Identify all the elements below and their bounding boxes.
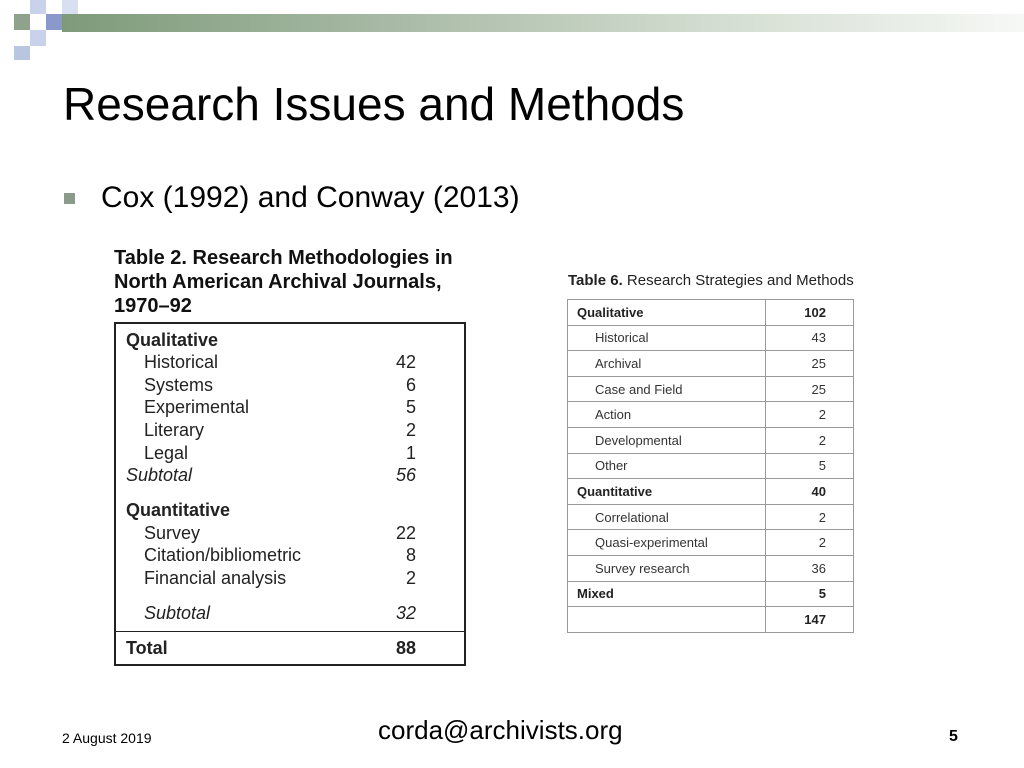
table2-caption — [114, 246, 474, 318]
slide-title: Research Issues and Methods — [63, 78, 685, 130]
table6-label: Correlational — [568, 504, 766, 530]
table6-value: 147 — [766, 607, 854, 633]
table-row — [568, 479, 854, 505]
table6-value: 43 — [766, 325, 854, 351]
table6-caption — [568, 271, 854, 291]
table6-caption-number: Table 6. — [568, 272, 623, 289]
table-row — [568, 453, 854, 479]
table6-label: Action — [568, 402, 766, 428]
table6-value: 5 — [766, 453, 854, 479]
table-row — [568, 555, 854, 581]
table6-value: 25 — [766, 351, 854, 377]
decorative-square — [30, 0, 46, 14]
page-number: 5 — [949, 728, 958, 745]
footer-email: corda@archivists.org — [378, 715, 623, 745]
decorative-square — [62, 0, 78, 14]
decorative-square — [14, 46, 30, 60]
table-row — [568, 376, 854, 402]
table-row — [568, 351, 854, 377]
header-bar — [62, 14, 1024, 32]
table6-value: 102 — [766, 300, 854, 326]
table6-label: Survey research — [568, 555, 766, 581]
table6 — [567, 299, 854, 633]
table-row — [568, 504, 854, 530]
table6-label: Case and Field — [568, 376, 766, 402]
decorative-square — [30, 30, 46, 46]
table-row — [568, 607, 854, 633]
table6-label: Archival — [568, 351, 766, 377]
table2-caption-line: North American Archival Journals, — [114, 271, 442, 293]
table-row — [568, 402, 854, 428]
bullet-square — [64, 193, 75, 204]
table-row — [568, 300, 854, 326]
table6-label — [568, 607, 766, 633]
table-row — [568, 581, 854, 607]
footer-date: 2 August 2019 — [62, 730, 152, 746]
table6-caption-text: Research Strategies and Methods — [626, 272, 854, 289]
table2-divider — [114, 631, 466, 632]
table6-value: 2 — [766, 427, 854, 453]
table6-value: 5 — [766, 581, 854, 607]
decorative-square — [46, 14, 62, 30]
table6-value: 2 — [766, 530, 854, 556]
table6-value: 2 — [766, 402, 854, 428]
table6-label: Quantitative — [568, 479, 766, 505]
table-row — [568, 427, 854, 453]
table6-value: 2 — [766, 504, 854, 530]
bullet-text: Cox (1992) and Conway (2013) — [101, 181, 520, 214]
table-row — [568, 530, 854, 556]
table-row — [568, 325, 854, 351]
table2-caption-line: 1970–92 — [114, 295, 192, 317]
table6-value: 25 — [766, 376, 854, 402]
table6-label: Other — [568, 453, 766, 479]
table6-value: 40 — [766, 479, 854, 505]
table6-body — [568, 300, 854, 633]
decorative-square — [14, 14, 30, 30]
table6-label: Mixed — [568, 581, 766, 607]
table6-label: Qualitative — [568, 300, 766, 326]
table6-label: Historical — [568, 325, 766, 351]
table6-value: 36 — [766, 555, 854, 581]
table6-label: Quasi-experimental — [568, 530, 766, 556]
table6-label: Developmental — [568, 427, 766, 453]
table2-caption-line: Table 2. Research Methodologies in — [114, 247, 453, 269]
